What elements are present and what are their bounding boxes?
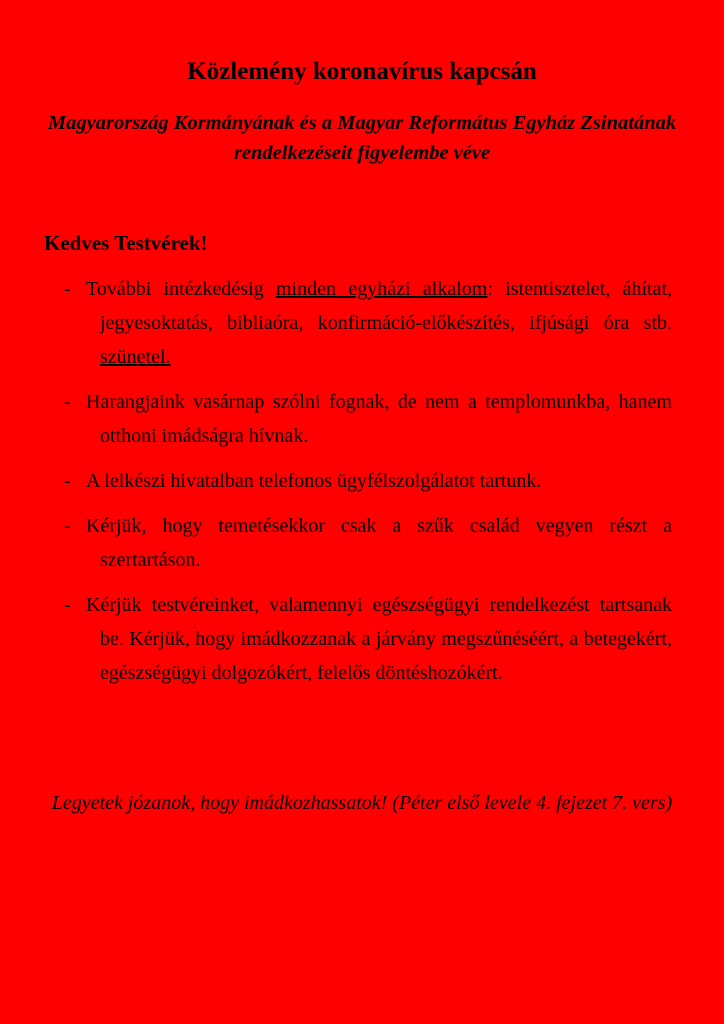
bullet-marker: - (64, 278, 71, 300)
list-item (64, 464, 672, 498)
list-item (64, 509, 672, 577)
item-underlined-text: minden egyházi alkalom (275, 278, 488, 300)
page-subtitle: Magyarország Kormányának és a Magyar Református Egyház Zsinatának rendelkezéseit figyelembe véve (47, 112, 677, 164)
announcement-list (64, 272, 672, 701)
item-text: : istentisztelet, áhítat, jegyesoktatás, bibliaóra, konfirmáció-előkészítés, ifjúsági óra stb. (100, 278, 673, 334)
item-text: További intézkedésig (86, 278, 276, 300)
item-text: Kérjük, hogy temetésekkor csak a szűk család vegyen részt a szertartáson. (86, 515, 672, 571)
item-underlined-text: szünetel. (100, 346, 171, 368)
greeting: Kedves Testvérek! (44, 231, 208, 255)
item-text: Harangjaink vasárnap szólni fognak, de nem a templomunkba, hanem otthoni imádságra hívnak. (86, 391, 672, 447)
list-item (64, 272, 672, 374)
item-text: Kérjük testvéreinket, valamennyi egészségügyi rendelkezést tartsanak be. Kérjük, hogy imádkozzanak a járvány megszűnéséért, a betegekért, egészségügyi dolgozókért, felelős döntéshozókért. (86, 594, 672, 684)
list-item (64, 588, 672, 690)
item-text: A lelkészi hivatalban telefonos ügyfélszolgálatot tartunk. (86, 470, 542, 492)
bullet-marker: - (64, 515, 71, 537)
list-item (64, 385, 672, 453)
bullet-marker: - (64, 594, 71, 616)
page-title: Közlemény koronavírus kapcsán (187, 58, 537, 85)
bible-quote: Legyetek józanok, hogy imádkozhassatok! (Péter első levele 4. fejezet 7. vers) (51, 792, 673, 814)
bullet-marker: - (64, 391, 71, 413)
bullet-marker: - (64, 470, 71, 492)
